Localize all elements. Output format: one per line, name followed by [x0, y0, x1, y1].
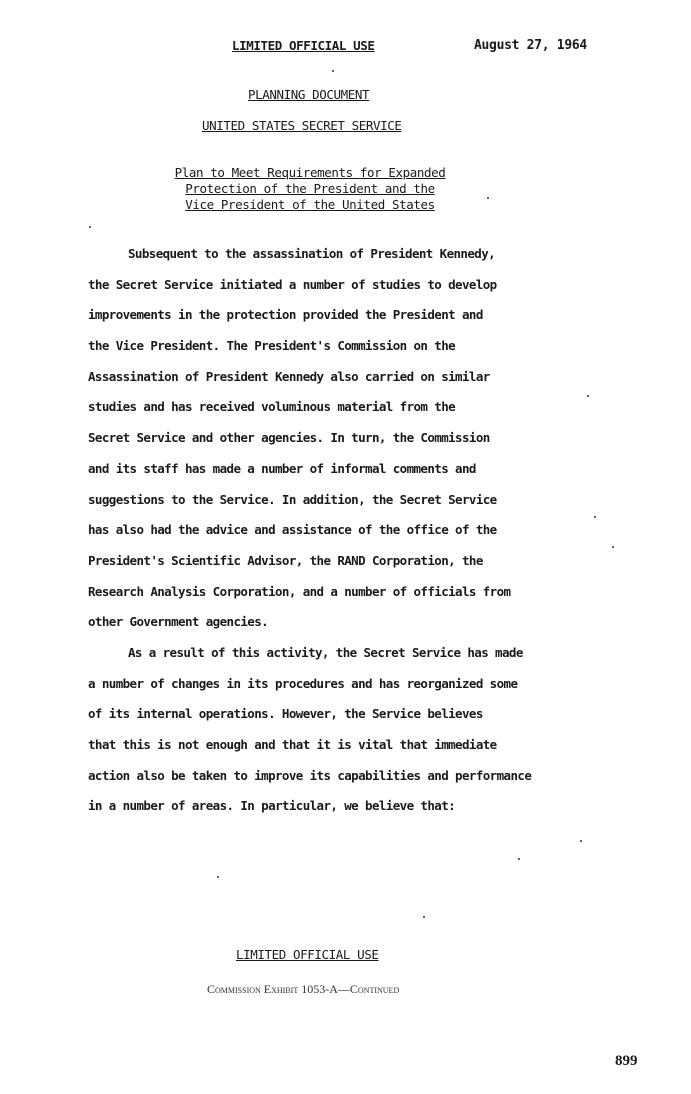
body-line: that this is not enough and that it is vital that immediate: [88, 737, 497, 752]
scan-speck: [89, 226, 91, 228]
body-line: action also be taken to improve its capabilities and performance: [88, 767, 532, 783]
body-line: has also had the advice and assistance of the office of the: [88, 522, 497, 538]
body-line: Research Analysis Corporation, and a number of officials from: [88, 583, 511, 599]
body-line: As a result of this activity, the Secret Service has made: [128, 644, 523, 660]
plan-title: [160, 165, 460, 213]
agency-name: UNITED STATES SECRET SERVICE: [202, 118, 402, 133]
body-line: the Secret Service initiated a number of studies to develop: [88, 276, 497, 292]
body-line: of its internal operations. However, the Service believes: [88, 706, 483, 722]
scan-speck: [332, 70, 334, 72]
body-line: and its staff has made a number of informal comments and: [88, 460, 476, 476]
body-line: a number of changes in its procedures and has reorganized some: [88, 675, 518, 691]
document-type: PLANNING DOCUMENT: [248, 87, 370, 102]
scan-speck: [217, 876, 219, 878]
body-line: in a number of areas. In particular, we believe that:: [88, 798, 456, 814]
body-line: Secret Service and other agencies. In turn, the Commission: [88, 430, 490, 446]
scan-speck: [594, 516, 596, 518]
exhibit-caption: Commission Exhibit 1053-A—Continued: [207, 982, 400, 996]
body-text: [88, 239, 588, 822]
plan-title-line-1: Plan to Meet Requirements for Expanded: [174, 165, 446, 180]
classification-header: LIMITED OFFICIAL USE: [232, 38, 375, 53]
body-line: other Government agencies.: [88, 614, 269, 630]
scan-speck: [487, 197, 489, 199]
body-line: improvements in the protection provided the President and: [88, 307, 483, 323]
document-date: August 27, 1964: [474, 38, 587, 53]
body-line: the Vice President. The President's Commission on the: [88, 338, 456, 354]
body-line: Assassination of President Kennedy also carried on similar: [88, 368, 490, 384]
classification-footer: LIMITED OFFICIAL USE: [236, 947, 379, 962]
plan-title-line-2: Protection of the President and the: [185, 181, 435, 196]
body-line: Subsequent to the assassination of President Kennedy,: [128, 246, 496, 261]
scan-speck: [587, 395, 589, 397]
scan-speck: [580, 840, 582, 842]
page-number: 899: [615, 1053, 638, 1069]
scan-speck: [612, 546, 614, 548]
scan-speck: [423, 916, 425, 918]
body-line: suggestions to the Service. In addition, the Secret Service: [88, 491, 497, 507]
body-line: studies and has received voluminous material from the: [88, 399, 456, 415]
scan-speck: [518, 858, 520, 860]
plan-title-line-3: Vice President of the United States: [185, 197, 435, 212]
body-line: President's Scientific Advisor, the RAND Corporation, the: [88, 552, 483, 568]
